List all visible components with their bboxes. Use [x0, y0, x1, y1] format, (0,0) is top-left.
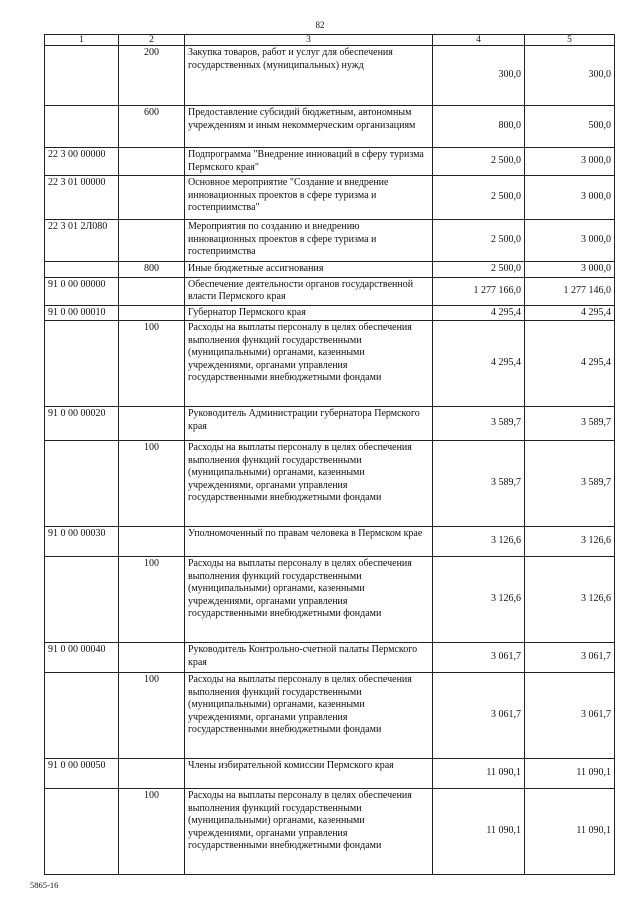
- target-code: [45, 262, 119, 278]
- target-code: 22 3 01 2Л080: [45, 220, 119, 262]
- table-row: [45, 527, 615, 557]
- item-name: Члены избирательной комиссии Пермского края: [185, 759, 433, 789]
- item-name: Уполномоченный по правам человека в Пермском крае: [185, 527, 433, 557]
- target-code: 22 3 01 00000: [45, 176, 119, 220]
- target-code: 91 0 00 00010: [45, 305, 119, 321]
- expense-type: [119, 277, 185, 305]
- table-row: [45, 262, 615, 278]
- value-year2: 3 126,6: [525, 527, 615, 557]
- expense-type: 200: [119, 46, 185, 106]
- expense-type: 100: [119, 441, 185, 527]
- target-code: 22 3 00 00000: [45, 148, 119, 176]
- expense-type: 100: [119, 321, 185, 407]
- value-year1: 2 500,0: [433, 262, 525, 278]
- expense-type: [119, 407, 185, 441]
- table-row: [45, 321, 615, 407]
- value-year1: 11 090,1: [433, 789, 525, 875]
- value-year2: 11 090,1: [525, 789, 615, 875]
- table-row: [45, 148, 615, 176]
- table-row: [45, 759, 615, 789]
- value-year2: 3 000,0: [525, 148, 615, 176]
- header-cell: 4: [433, 35, 525, 46]
- table-row: [45, 176, 615, 220]
- header-cell: 3: [185, 35, 433, 46]
- target-code: 91 0 00 00040: [45, 643, 119, 673]
- item-name: Подпрограмма "Внедрение инноваций в сферу туризма Пермского края": [185, 148, 433, 176]
- value-year1: 2 500,0: [433, 176, 525, 220]
- header-cell: 2: [119, 35, 185, 46]
- value-year1: 1 277 166,0: [433, 277, 525, 305]
- item-name: Руководитель Администрации губернатора Пермского края: [185, 407, 433, 441]
- item-name: Расходы на выплаты персоналу в целях обеспечения выполнения функций государственными (муниципальными) органами, казенными учреждениями, органами управления государственными внебюджетными фондами: [185, 789, 433, 875]
- expense-type: [119, 527, 185, 557]
- table-row: [45, 441, 615, 527]
- table-row: [45, 277, 615, 305]
- expense-type: 100: [119, 557, 185, 643]
- table-row: [45, 46, 615, 106]
- item-name: Расходы на выплаты персоналу в целях обеспечения выполнения функций государственными (муниципальными) органами, казенными учреждениями, органами управления государственными внебюджетными фондами: [185, 557, 433, 643]
- value-year1: 4 295,4: [433, 305, 525, 321]
- expense-type: [119, 643, 185, 673]
- value-year2: 300,0: [525, 46, 615, 106]
- value-year1: 3 589,7: [433, 407, 525, 441]
- target-code: 91 0 00 00030: [45, 527, 119, 557]
- item-name: Расходы на выплаты персоналу в целях обеспечения выполнения функций государственными (муниципальными) органами, казенными учреждениями, органами управления государственными внебюджетными фондами: [185, 441, 433, 527]
- value-year1: 4 295,4: [433, 321, 525, 407]
- value-year2: 500,0: [525, 106, 615, 148]
- value-year2: 4 295,4: [525, 305, 615, 321]
- target-code: [45, 106, 119, 148]
- item-name: Расходы на выплаты персоналу в целях обеспечения выполнения функций государственными (муниципальными) органами, казенными учреждениями, органами управления государственными внебюджетными фондами: [185, 673, 433, 759]
- item-name: Мероприятия по созданию и внедрению инновационных проектов в сфере туризма и гостеприимства: [185, 220, 433, 262]
- value-year2: 1 277 146,0: [525, 277, 615, 305]
- expense-type: [119, 305, 185, 321]
- value-year1: 800,0: [433, 106, 525, 148]
- table-row: [45, 557, 615, 643]
- budget-table: [44, 34, 615, 875]
- item-name: Губернатор Пермского края: [185, 305, 433, 321]
- expense-type: 100: [119, 673, 185, 759]
- target-code: 91 0 00 00000: [45, 277, 119, 305]
- table-row: [45, 220, 615, 262]
- value-year2: 3 589,7: [525, 441, 615, 527]
- item-name: Расходы на выплаты персоналу в целях обеспечения выполнения функций государственными (муниципальными) органами, казенными учреждениями, органами управления государственными внебюджетными фондами: [185, 321, 433, 407]
- table-row: [45, 106, 615, 148]
- page-number: 82: [315, 20, 325, 30]
- item-name: Предоставление субсидий бюджетным, автономным учреждениям и иным некоммерческим организациям: [185, 106, 433, 148]
- header-cell: 5: [525, 35, 615, 46]
- value-year1: 300,0: [433, 46, 525, 106]
- expense-type: [119, 176, 185, 220]
- item-name: Иные бюджетные ассигнования: [185, 262, 433, 278]
- value-year1: 2 500,0: [433, 148, 525, 176]
- value-year1: 3 061,7: [433, 673, 525, 759]
- table-row: [45, 643, 615, 673]
- target-code: [45, 321, 119, 407]
- target-code: [45, 789, 119, 875]
- value-year1: 11 090,1: [433, 759, 525, 789]
- table-row: [45, 673, 615, 759]
- target-code: 91 0 00 00020: [45, 407, 119, 441]
- expense-type: [119, 220, 185, 262]
- value-year2: 11 090,1: [525, 759, 615, 789]
- footer-doc-code: 5865-16: [30, 880, 59, 890]
- table-row: [45, 407, 615, 441]
- expense-type: 600: [119, 106, 185, 148]
- target-code: [45, 557, 119, 643]
- item-name: Закупка товаров, работ и услуг для обеспечения государственных (муниципальных) нужд: [185, 46, 433, 106]
- target-code: [45, 46, 119, 106]
- value-year2: 3 000,0: [525, 220, 615, 262]
- expense-type: 800: [119, 262, 185, 278]
- value-year2: 4 295,4: [525, 321, 615, 407]
- expense-type: [119, 148, 185, 176]
- value-year1: 3 589,7: [433, 441, 525, 527]
- item-name: Обеспечение деятельности органов государственной власти Пермского края: [185, 277, 433, 305]
- target-code: 91 0 00 00050: [45, 759, 119, 789]
- value-year2: 3 126,6: [525, 557, 615, 643]
- header-row: [45, 35, 615, 46]
- item-name: Основное мероприятие "Создание и внедрение инновационных проектов в сфере туризма и гостеприимства": [185, 176, 433, 220]
- expense-type: 100: [119, 789, 185, 875]
- value-year2: 3 000,0: [525, 176, 615, 220]
- value-year2: 3 589,7: [525, 407, 615, 441]
- value-year1: 3 126,6: [433, 557, 525, 643]
- target-code: [45, 673, 119, 759]
- table-row: [45, 789, 615, 875]
- value-year2: 3 000,0: [525, 262, 615, 278]
- value-year2: 3 061,7: [525, 673, 615, 759]
- expense-type: [119, 759, 185, 789]
- target-code: [45, 441, 119, 527]
- header-cell: 1: [45, 35, 119, 46]
- value-year1: 2 500,0: [433, 220, 525, 262]
- value-year2: 3 061,7: [525, 643, 615, 673]
- value-year1: 3 061,7: [433, 643, 525, 673]
- value-year1: 3 126,6: [433, 527, 525, 557]
- table-row: [45, 305, 615, 321]
- item-name: Руководитель Контрольно-счетной палаты Пермского края: [185, 643, 433, 673]
